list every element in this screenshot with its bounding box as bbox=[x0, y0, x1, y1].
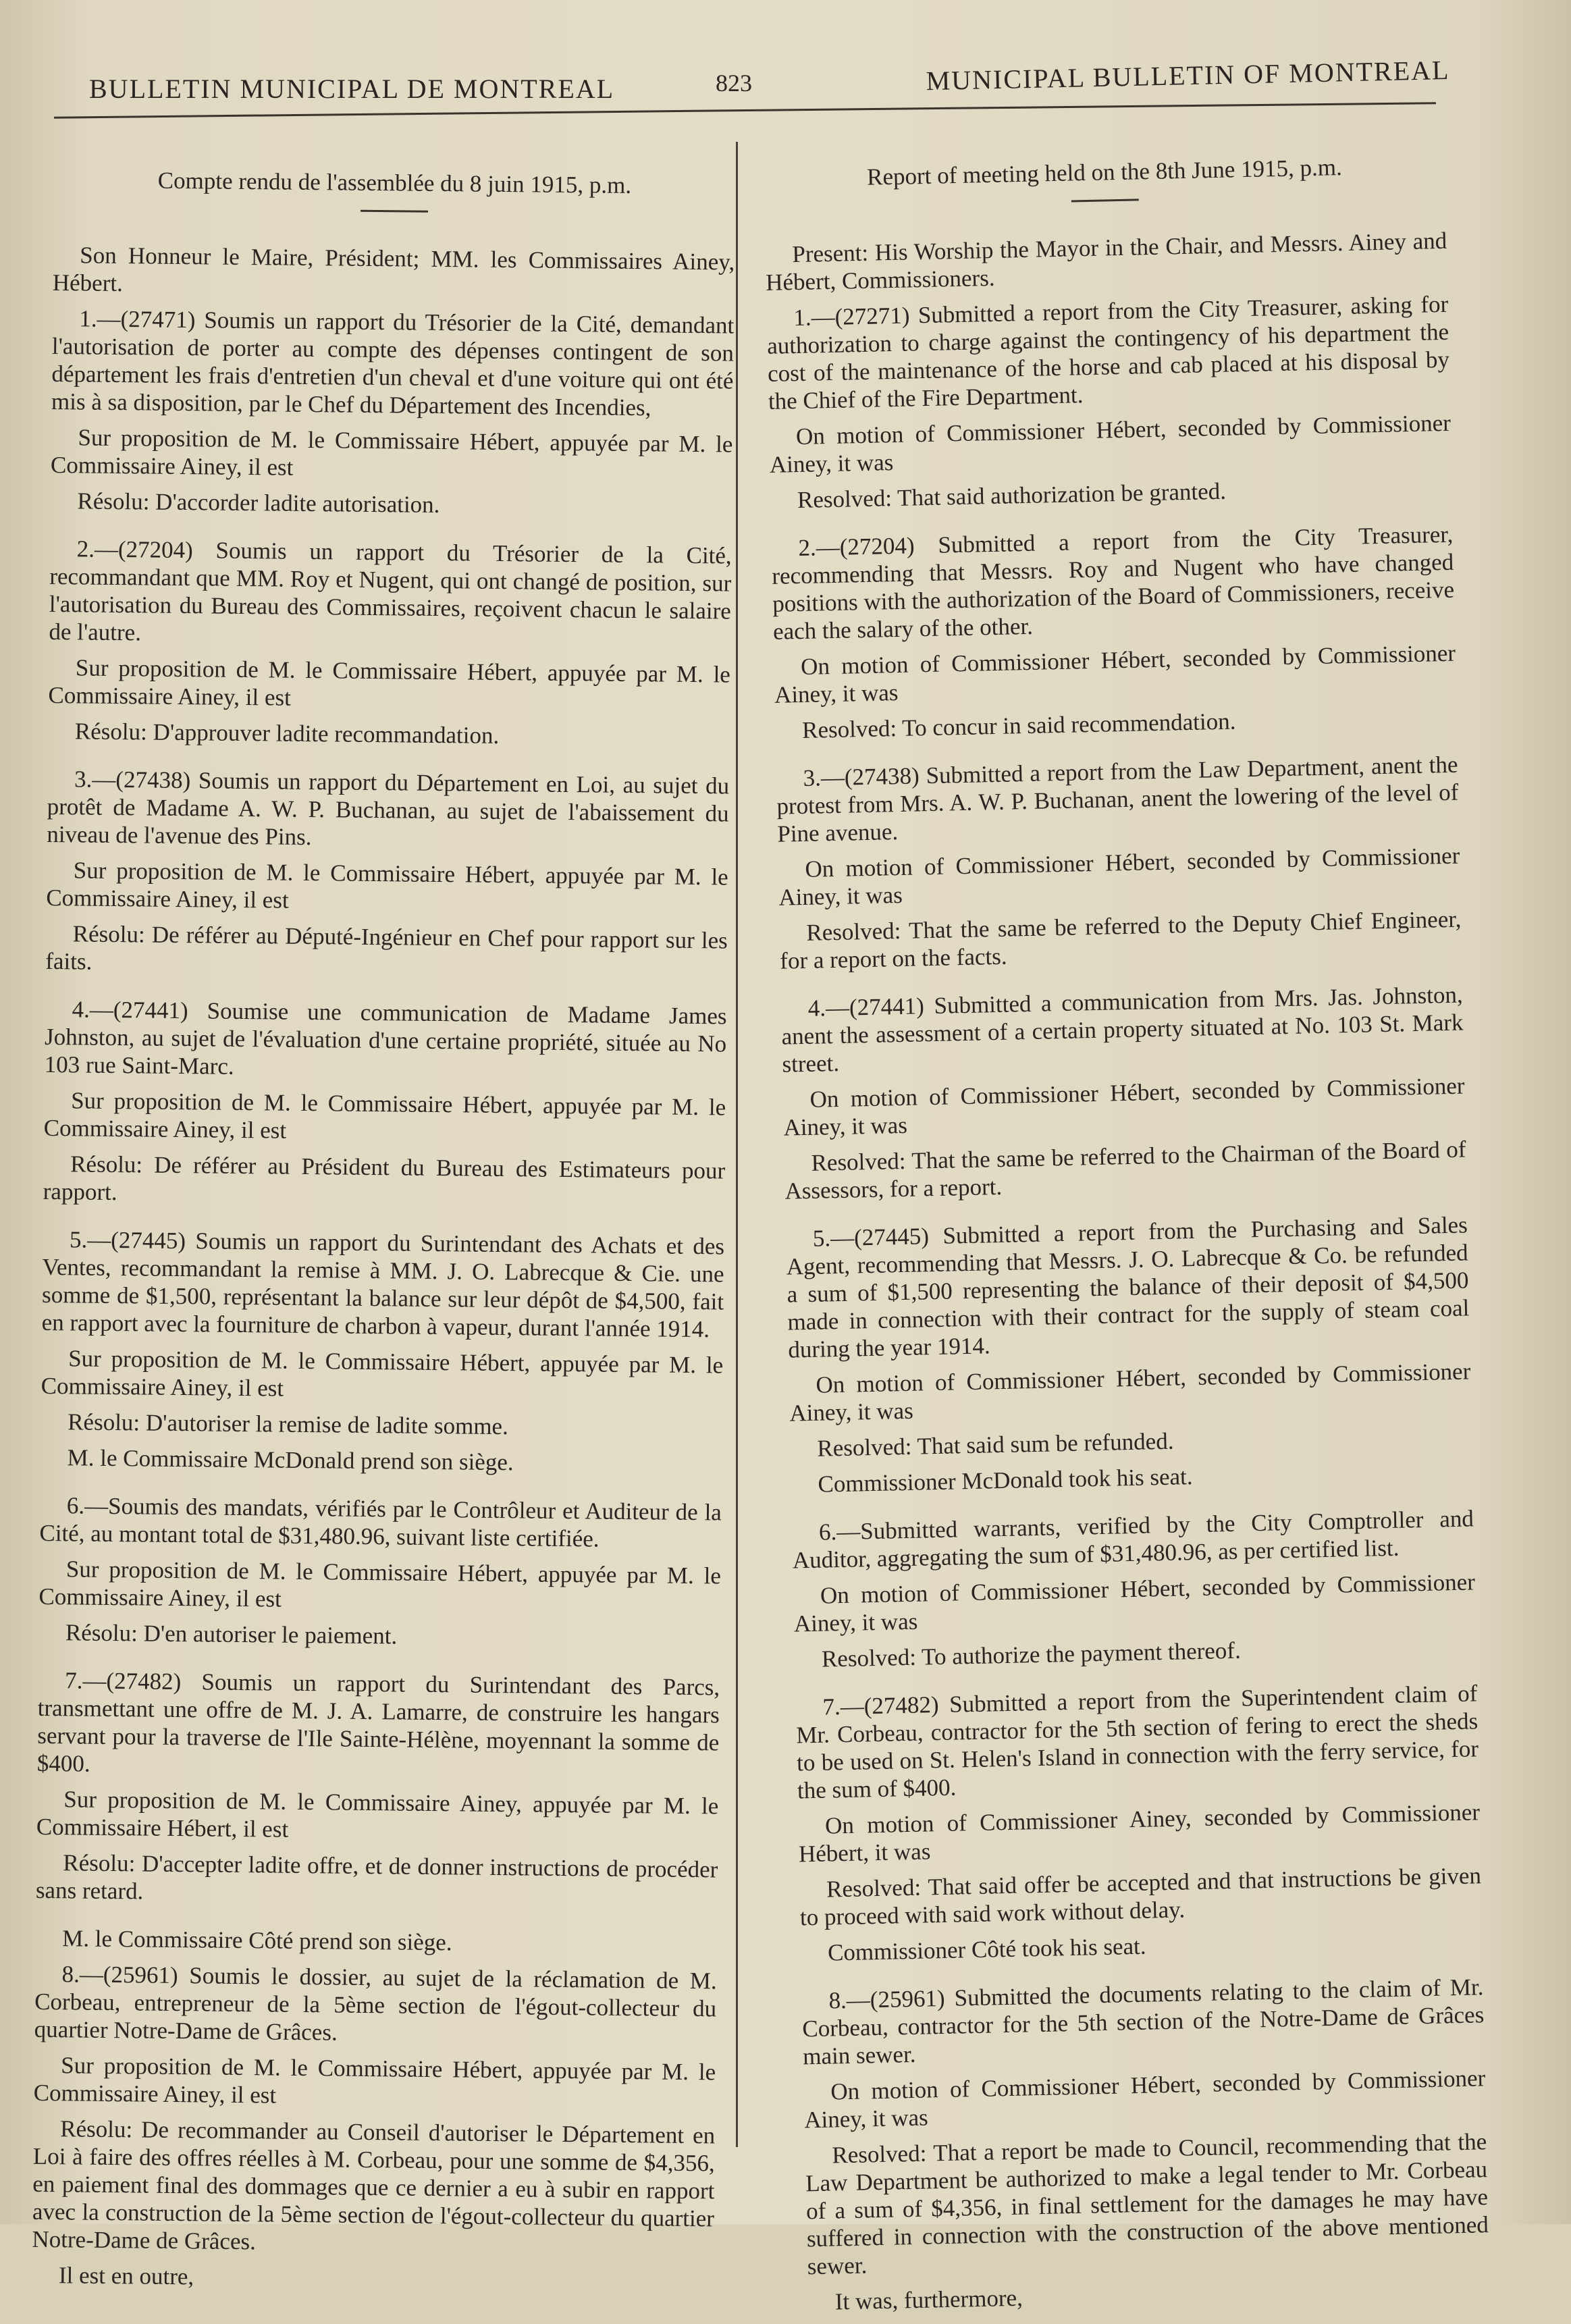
english-column bbox=[763, 131, 1490, 2324]
english-paragraph: On motion of Commissioner Hébert, seconded by Commissioner Ainey, it was bbox=[778, 842, 1460, 911]
english-paragraph: 6.—Submitted warrants, verified by the City Comptroller and Auditor, aggregating the sum of $31,480.96, as per certified list. bbox=[792, 1505, 1474, 1574]
french-paragraph: 5.—(27445) Soumis un rapport du Surintendant des Achats et des Ventes, recommandant la remise à MM. J. O. Labrecque & Cie. une somme de $1,500, représentant la balance sur leur dépôt de $4,500, fait en rapport avec la fourniture de charbon à vapeur, durant l'année 1914. bbox=[41, 1226, 725, 1343]
page-number: 823 bbox=[716, 70, 752, 97]
french-paragraph: Son Honneur le Maire, Président; MM. les Commissaires Ainey, Hébert. bbox=[52, 242, 735, 297]
english-title-rule bbox=[1071, 199, 1139, 202]
english-paragraph: Resolved: That a report be made to Council, recommending that the Law Department be authorized to make a legal tender to Mr. Corbeau of a sum of $4,356, in final settlement for the damages he may have suffered in connection with the construction of the above mentioned sewer. bbox=[805, 2128, 1489, 2280]
column-divider bbox=[736, 142, 738, 2147]
french-paragraph: Sur proposition de M. le Commissaire Hébert, appuyée par M. le Commissaire Ainey, il est bbox=[33, 2052, 716, 2109]
english-paragraph: Resolved: That the same be referred to the Chairman of the Board of Assessors, for a report. bbox=[784, 1136, 1466, 1205]
french-paragraph: Sur proposition de M. le Commissaire Ainey, appuyée par M. le Commissaire Hébert, il est bbox=[36, 1786, 719, 1843]
english-paragraph: 3.—(27438) Submitted a report from the Law Department, anent the protest from Mrs. A. W. P. Buchanan, anent the lowering of the level of Pine avenue. bbox=[776, 751, 1459, 847]
english-paragraph: Resolved: That said offer be accepted and that instructions be given to proceed with said work without delay. bbox=[799, 1862, 1482, 1931]
french-paragraph: Résolu: De référer au Président du Bureau des Estimateurs pour rapport. bbox=[43, 1151, 726, 1206]
french-column-title: Compte rendu de l'assemblée du 8 juin 1915, p.m. bbox=[157, 167, 632, 199]
french-paragraph: Résolu: D'accorder ladite autorisation. bbox=[77, 487, 440, 519]
french-paragraph: Résolu: D'autoriser la remise de ladite somme. bbox=[67, 1408, 509, 1440]
english-paragraph: 2.—(27204) Submitted a report from the City Treasurer, recommending that Messrs. Roy and Nugent who have changed positions with the authorization of the Board of Commissioners, receive each the salary of the other. bbox=[771, 521, 1455, 645]
english-paragraph: On motion of Commissioner Hébert, seconded by Commissioner Ainey, it was bbox=[783, 1072, 1465, 1141]
english-paragraph: On motion of Commissioner Hébert, seconded by Commissioner Ainey, it was bbox=[793, 1568, 1476, 1637]
english-paragraph: Commissioner McDonald took his seat. bbox=[818, 1463, 1193, 1498]
english-paragraph: Resolved: To concur in said recommendation. bbox=[801, 708, 1236, 743]
french-paragraph: 7.—(27482) Soumis un rapport du Surintendant des Parcs, transmettant une offre de M. J. A. Lamarre, de construire les hangars servant pour la traverse de l'Ile Sainte-Hélène, moyennant la somme de $400. bbox=[36, 1667, 720, 1777]
french-paragraph: 3.—(27438) Soumis un rapport du Département en Loi, au sujet du protêt de Madame A. W. P. Buchanan, au sujet de l'abaissement du niveau de l'avenue des Pins. bbox=[47, 766, 730, 851]
french-paragraph: Sur proposition de M. le Commissaire Hébert, appuyée par M. le Commissaire Ainey, il est bbox=[43, 1087, 726, 1144]
header-english-title: MUNICIPAL BULLETIN OF MONTREAL bbox=[926, 54, 1450, 97]
english-paragraph: On motion of Commissioner Ainey, seconded by Commissioner Hébert, it was bbox=[798, 1799, 1481, 1868]
french-paragraph: 6.—Soumis des mandats, vérifiés par le Contrôleur et Auditeur de la Cité, au montant total de $31,480.96, suivant liste certifiée. bbox=[39, 1492, 722, 1552]
english-paragraph: Present: His Worship the Mayor in the Chair, and Messrs. Ainey and Hébert, Commissioners. bbox=[765, 227, 1447, 296]
english-paragraph: 8.—(25961) Submitted the documents relating to the claim of Mr. Corbeau, contractor for the 5th section of the Notre-Dame de Grâces main sewer. bbox=[802, 1974, 1485, 2070]
french-paragraphs bbox=[32, 241, 735, 2296]
english-paragraph: On motion of Commissioner Hébert, seconded by Commissioner Ainey, it was bbox=[774, 639, 1456, 708]
french-title-rule bbox=[361, 210, 428, 213]
french-paragraph: 4.—(27441) Soumise une communication de Madame James Johnston, au sujet de l'évaluation d'une certaine propriété, située au No 103 rue Saint-Marc. bbox=[44, 996, 727, 1080]
header-french-title: BULLETIN MUNICIPAL DE MONTREAL bbox=[89, 74, 615, 104]
french-paragraph: Sur proposition de M. le Commissaire Hébert, appuyée par M. le Commissaire Ainey, il est bbox=[46, 857, 728, 914]
french-column bbox=[32, 145, 736, 2304]
english-paragraph: Resolved: That the same be referred to the Deputy Chief Engineer, for a report on the facts. bbox=[779, 905, 1462, 974]
english-paragraph: On motion of Commissioner Hébert, seconded by Commissioner Ainey, it was bbox=[769, 409, 1452, 478]
french-paragraph: Résolu: De recommander au Conseil d'autoriser le Département en Loi à faire des offres réelles à M. Corbeau, pour une somme de $4,356, en paiement final des dommages que ce dernier a eu à subir en rapport avec la construction de la 5ème section de l'égout-collecteur du quartier Notre-Dame de Grâces. bbox=[32, 2115, 716, 2255]
english-paragraphs bbox=[765, 227, 1490, 2316]
french-paragraph: Sur proposition de M. le Commissaire Hébert, appuyée par M. le Commissaire Ainey, il est bbox=[48, 654, 731, 711]
english-paragraph: Resolved: To authorize the payment thereof. bbox=[821, 1637, 1242, 1672]
french-paragraph: Sur proposition de M. le Commissaire Hébert, appuyée par M. le Commissaire Ainey, il est bbox=[50, 424, 733, 481]
french-paragraph: 8.—(25961) Soumis le dossier, au sujet de la réclamation de M. Corbeau, entrepreneur de la 5ème section de l'égout-collecteur du quartier Notre-Dame de Grâces. bbox=[34, 1961, 717, 2046]
english-paragraph: Commissioner Côté took his seat. bbox=[827, 1932, 1146, 1966]
french-paragraph: Résolu: De référer au Député-Ingénieur en Chef pour rapport sur les faits. bbox=[45, 920, 728, 975]
french-paragraph: Résolu: D'approuver ladite recommandation. bbox=[74, 718, 500, 749]
english-paragraph: 4.—(27441) Submitted a communication from Mrs. Jas. Johnston, anent the assessment of a certain property situated at No. 103 St. Mark street. bbox=[781, 981, 1464, 1078]
english-paragraph: 1.—(27271) Submitted a report from the City Treasurer, asking for authorization to charge against the contingency of his department the cost of the maintenance of the horse and cab placed at his disposal by the Chief of the Fire Department. bbox=[766, 290, 1450, 415]
english-paragraph: On motion of Commissioner Hébert, seconded by Commissioner Ainey, it was bbox=[803, 2065, 1486, 2134]
french-paragraph: 1.—(27471) Soumis un rapport du Trésorier de la Cité, demandant l'autorisation de porter au compte des dépenses contingent de son département les frais d'entretien d'un cheval et d'une voiture qui ont été mis à sa disposition, par le Chef du Département des Incendies, bbox=[51, 305, 735, 421]
french-paragraph: M. le Commissaire McDonald prend son siège. bbox=[67, 1444, 514, 1476]
french-paragraph: Sur proposition de M. le Commissaire Hébert, appuyée par M. le Commissaire Ainey, il est bbox=[41, 1345, 724, 1402]
french-paragraph: Il est en outre, bbox=[58, 2262, 194, 2290]
french-paragraph: 2.—(27204) Soumis un rapport du Trésorier de la Cité, recommandant que MM. Roy et Nugent, qui ont changé de position, sur l'autorisation du Bureau des Commissaires, reçoivent chacun le salaire de l'autre. bbox=[49, 535, 732, 646]
english-column-title: Report of meeting held on the 8th June 1915, p.m. bbox=[866, 154, 1343, 190]
french-paragraph: Résolu: D'en autoriser le paiement. bbox=[65, 1619, 398, 1649]
english-paragraph: Resolved: That said sum be refunded. bbox=[817, 1427, 1174, 1462]
french-paragraph: M. le Commissaire Côté prend son siège. bbox=[61, 1925, 452, 1956]
english-paragraph: On motion of Commissioner Hébert, seconded by Commissioner Ainey, it was bbox=[789, 1358, 1471, 1427]
french-paragraph: Sur proposition de M. le Commissaire Hébert, appuyée par M. le Commissaire Ainey, il est bbox=[38, 1556, 722, 1612]
french-paragraph: Résolu: D'accepter ladite offre, et de donner instructions de procéder sans retard. bbox=[35, 1849, 718, 1905]
english-paragraph: It was, furthermore, bbox=[834, 2284, 1023, 2315]
english-paragraph: 5.—(27445) Submitted a report from the Purchasing and Sales Agent, recommending that Messrs. J. O. Labrecque & Co. be refunded a sum of $1,500 representing the balance of their deposit of $4,500 made in connection with their contract for the supply of steam coal during the year 1914. bbox=[786, 1211, 1470, 1363]
english-paragraph: 7.—(27482) Submitted a report from the Superintendent claim of Mr. Corbeau, contractor for the 5th section of fering to erect the sheds to be used on St. Helen's Island in connection with the ferry service, for the sum of $400. bbox=[795, 1680, 1479, 1804]
english-paragraph: Resolved: That said authorization be granted. bbox=[797, 477, 1227, 514]
